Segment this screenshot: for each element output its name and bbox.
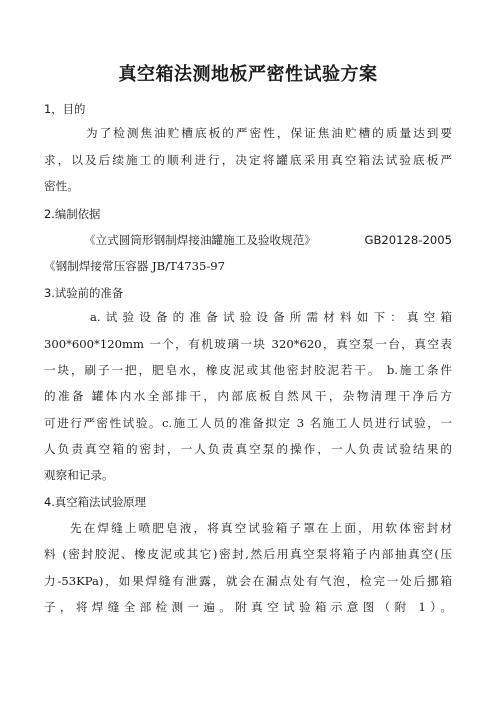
paragraph-line: 密性。 xyxy=(44,179,79,193)
paragraph-line: 力-53KPa)，如果焊缝有泄露，就会在漏点处有气泡，检完一处后挪箱 xyxy=(44,574,452,588)
paragraph-line: 人负责真空箱的密封，一人负责真空泵的操作，一人负责试验结果的 xyxy=(44,442,452,456)
paragraph-line: 300*600*120mm 一个，有机玻璃一块 320*620，真空泵一台，真空表 xyxy=(44,337,452,351)
paragraph-line: a.试验设备的准备试验设备所需材料如下：真空箱 xyxy=(90,310,452,324)
reference-title: 《立式圆筒形钢制焊接油罐施工及验收规范》 xyxy=(84,233,316,247)
section-3-heading: 3.试验前的准备 xyxy=(44,286,124,300)
paragraph-line: 求，以及后续施工的顺利进行，决定将罐底采用真空箱法试验底板严 xyxy=(44,153,452,167)
document-title: 真空箱法测地板严密性试验方案 xyxy=(118,64,378,85)
paragraph-line: 为了检测焦油贮槽底板的严密性，保证焦油贮槽的质量达到要 xyxy=(86,126,452,140)
paragraph-line: 料 (密封胶泥、橡皮泥或其它)密封,然后用真空泵将箱子内部抽真空(压 xyxy=(44,547,452,561)
reference-line-2: 《钢制焊接常压容器 JB/T4735-97 xyxy=(44,259,226,273)
paragraph-line: 先在焊缝上喷肥皂液，将真空试验箱子罩在上面，用软体密封材 xyxy=(70,521,452,535)
paragraph-line: 子，将焊缝全部检测一遍。附真空试验箱示意图（附 1）。 xyxy=(44,600,452,614)
paragraph-line: 观察和记录。 xyxy=(44,468,114,482)
paragraph-line: 的准备 罐体内水全部排干，内部底板自然风干，杂物清理干净后方 xyxy=(44,389,452,403)
paragraph-line: 一块，刷子一把，肥皂水，橡皮泥或其他密封胶泥若干。 b.施工条件 xyxy=(44,363,452,377)
reference-line-1 xyxy=(84,232,452,248)
reference-code: GB20128-2005 xyxy=(364,233,452,247)
section-2-heading: 2.编制依据 xyxy=(44,207,101,221)
paragraph-line: 可进行严密性试验。c.施工人员的准备拟定 3 名施工人员进行试验，一 xyxy=(44,416,452,430)
section-4-heading: 4.真空箱法试验原理 xyxy=(44,495,146,509)
section-1-heading: 1，目的 xyxy=(44,102,86,116)
